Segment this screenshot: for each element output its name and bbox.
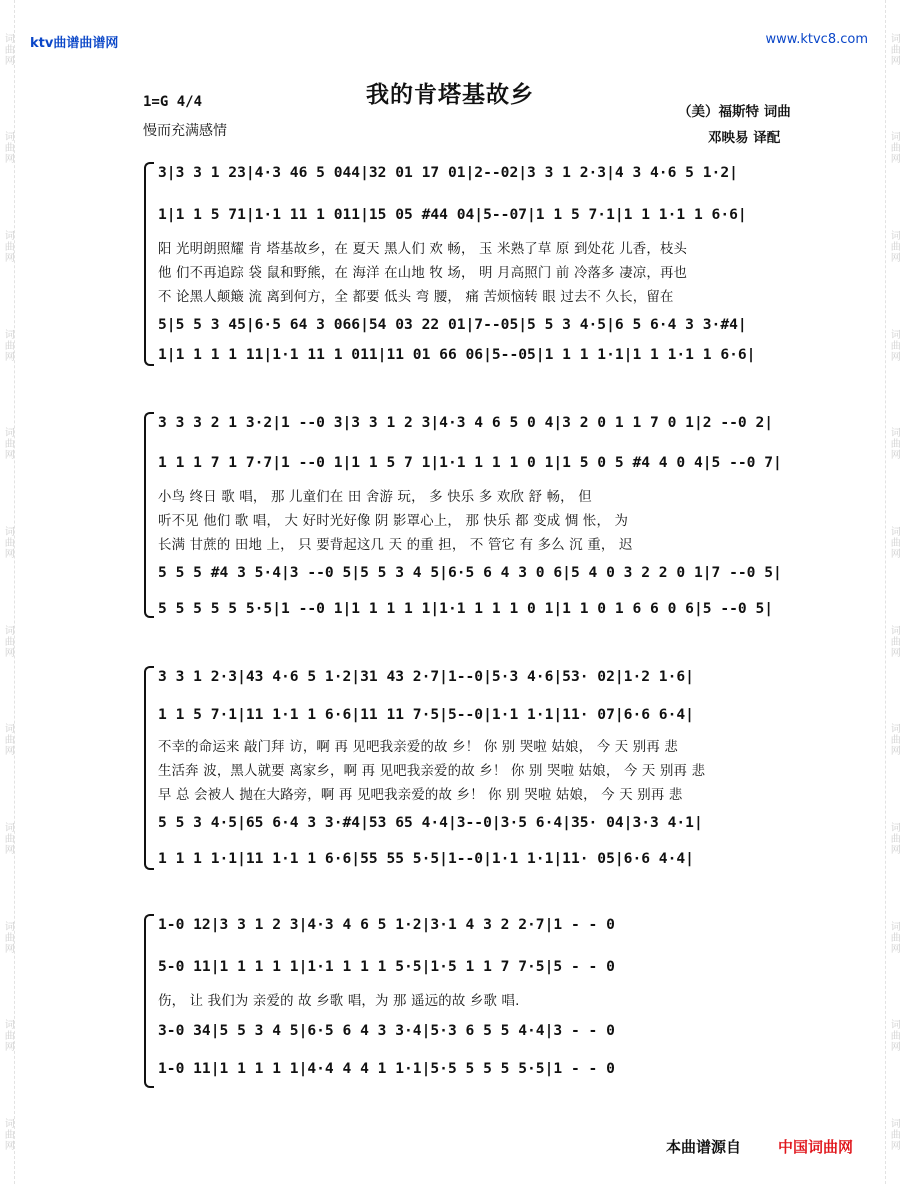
side-watermark: 词曲网: [2, 230, 14, 264]
source-label: 本曲谱源自: [666, 1138, 742, 1156]
lyric-verse-2: 听不见 他们 歌 唱， 大 好时光好像 阴 影罩心上， 那 快乐 都 变成 惆 怅， 为: [158, 514, 629, 529]
alto-line: 1|1 1 5 71|1·1 11 1 011|15 05 #44 04|5--07|1 1 5 7·1|1 1 1·1 1 6·6|: [158, 206, 747, 223]
side-watermark: 词曲网: [2, 427, 14, 461]
side-watermark: 词曲网: [888, 32, 900, 66]
side-watermark: 词曲网: [2, 822, 14, 856]
right-watermark-strip: [885, 0, 900, 1184]
lyric-verse-3: 不 论黑人颠簸 流 离到何方，全 都要 低头 弯 腰， 痛 苦烦恼转 眼 过去不 久长，留在: [158, 290, 674, 305]
alto-line: 1 1 5 7·1|11 1·1 1 6·6|11 11 7·5|5--0|1·1 1·1|11· 07|6·6 6·4|: [158, 706, 694, 723]
bass-line: 1-0 11|1 1 1 1 1|4·4 4 4 1 1·1|5·5 5 5 5 5·5|1 - - 0: [158, 1060, 615, 1077]
staff-brace: [144, 914, 154, 1088]
staff-brace: [144, 162, 154, 366]
staff-brace: [144, 412, 154, 618]
score-system-1: [138, 158, 790, 368]
side-watermark: 词曲网: [888, 526, 900, 560]
tempo-marking: 慢而充满感情: [143, 123, 227, 139]
lyric-verse-2: 他 们不再追踪 袋 鼠和野熊，在 海洋 在山地 牧 场， 明 月高照门 前 冷落多 凄凉，再也: [158, 266, 688, 281]
side-watermark: 词曲网: [888, 920, 900, 954]
side-watermark: 词曲网: [2, 328, 14, 362]
site-watermark-right[interactable]: www.ktvc8.com: [765, 32, 868, 47]
lyric-verse-3: 早 总 会被人 抛在大路旁，啊 再 见吧我亲爱的故 乡！ 你 别 哭啦 姑娘， 今 天 别再 悲: [158, 788, 683, 803]
arranger-credit: 邓映易 译配: [708, 130, 781, 146]
side-watermark: 词曲网: [2, 1019, 14, 1053]
lyric-verse-1: 伤， 让 我们为 亲爱的 故 乡歌 唱，为 那 遥远的故 乡歌 唱.: [158, 994, 520, 1009]
soprano-line: 3 3 3 2 1 3·2|1 --0 3|3 3 1 2 3|4·3 4 6 5 0 4|3 2 0 1 1 7 0 1|2 --0 2|: [158, 414, 774, 431]
composer-credit: （美）福斯特 词曲: [678, 104, 791, 120]
staff-brace: [144, 666, 154, 870]
score-system-3: [138, 664, 790, 870]
side-watermark: 词曲网: [2, 624, 14, 658]
brand-link[interactable]: 中国词曲网: [778, 1138, 854, 1156]
lyric-verse-2: 生活奔 波，黑人就要 离家乡，啊 再 见吧我亲爱的故 乡！ 你 别 哭啦 姑娘， 今 天 别再 悲: [158, 764, 706, 779]
side-watermark: 词曲网: [888, 1118, 900, 1152]
site-watermark-left: ktv曲谱曲谱网: [30, 36, 119, 51]
lyric-verse-1: 不幸的命运来 敲门拜 访，啊 再 见吧我亲爱的故 乡！ 你 别 哭啦 姑娘， 今 天 别再 悲: [158, 740, 679, 755]
side-watermark: 词曲网: [888, 131, 900, 165]
side-watermark: 词曲网: [888, 1019, 900, 1053]
left-watermark-strip: [0, 0, 15, 1184]
song-title: 我的肯塔基故乡: [366, 81, 534, 108]
side-watermark: 词曲网: [2, 1118, 14, 1152]
bass-line: 1 1 1 1·1|11 1·1 1 6·6|55 55 5·5|1--0|1·1 1·1|11· 05|6·6 4·4|: [158, 850, 694, 867]
bass-line: 1|1 1 1 1 11|1·1 11 1 011|11 01 66 06|5--05|1 1 1 1·1|1 1 1·1 1 6·6|: [158, 346, 756, 363]
tenor-line: 3-0 34|5 5 3 4 5|6·5 6 4 3 3·4|5·3 6 5 5 4·4|3 - - 0: [158, 1022, 615, 1039]
side-watermark: 词曲网: [888, 427, 900, 461]
soprano-line: 3|3 3 1 23|4·3 46 5 044|32 01 17 01|2--02|3 3 1 2·3|4 3 4·6 5 1·2|: [158, 164, 738, 181]
side-watermark: 词曲网: [2, 723, 14, 757]
side-watermark: 词曲网: [2, 526, 14, 560]
side-watermark: 词曲网: [888, 230, 900, 264]
bass-line: 5 5 5 5 5 5·5|1 --0 1|1 1 1 1 1|1·1 1 1 1 0 1|1 1 0 1 6 6 0 6|5 --0 5|: [158, 600, 774, 617]
tenor-line: 5 5 5 #4 3 5·4|3 --0 5|5 5 3 4 5|6·5 6 4 3 0 6|5 4 0 3 2 2 0 1|7 --0 5|: [158, 564, 782, 581]
tenor-line: 5 5 3 4·5|65 6·4 3 3·#4|53 65 4·4|3--0|3·5 6·4|35· 04|3·3 4·1|: [158, 814, 703, 831]
side-watermark: 词曲网: [888, 624, 900, 658]
lyric-verse-1: 小鸟 终日 歌 唱， 那 儿童们在 田 舍游 玩， 多 快乐 多 欢欣 舒 畅， 但: [158, 490, 592, 505]
lyric-verse-1: 阳 光明朗照耀 肯 塔基故乡，在 夏天 黑人们 欢 畅， 玉 米熟了草 原 到处花 儿香，枝头: [158, 242, 688, 257]
side-watermark: 词曲网: [888, 822, 900, 856]
soprano-line: 3 3 1 2·3|43 4·6 5 1·2|31 43 2·7|1--0|5·3 4·6|53· 02|1·2 1·6|: [158, 668, 694, 685]
soprano-line: 1-0 12|3 3 1 2 3|4·3 4 6 5 1·2|3·1 4 3 2 2·7|1 - - 0: [158, 916, 615, 933]
alto-line: 5-0 11|1 1 1 1 1|1·1 1 1 1 5·5|1·5 1 1 7 7·5|5 - - 0: [158, 958, 615, 975]
side-watermark: 词曲网: [888, 328, 900, 362]
tenor-line: 5|5 5 3 45|6·5 64 3 066|54 03 22 01|7--05|5 5 3 4·5|6 5 6·4 3 3·#4|: [158, 316, 747, 333]
alto-line: 1 1 1 7 1 7·7|1 --0 1|1 1 5 7 1|1·1 1 1 1 0 1|1 5 0 5 #4 4 0 4|5 --0 7|: [158, 454, 782, 471]
side-watermark: 词曲网: [2, 32, 14, 66]
side-watermark: 词曲网: [888, 723, 900, 757]
score-system-2: [138, 408, 790, 620]
score-system-4: [138, 912, 790, 1088]
lyric-verse-3: 长满 甘蔗的 田地 上， 只 要背起这几 天 的重 担， 不 管它 有 多么 沉 重， 迟: [158, 538, 633, 553]
side-watermark: 词曲网: [2, 920, 14, 954]
key-signature: 1=G 4/4: [143, 94, 203, 110]
side-watermark: 词曲网: [2, 131, 14, 165]
